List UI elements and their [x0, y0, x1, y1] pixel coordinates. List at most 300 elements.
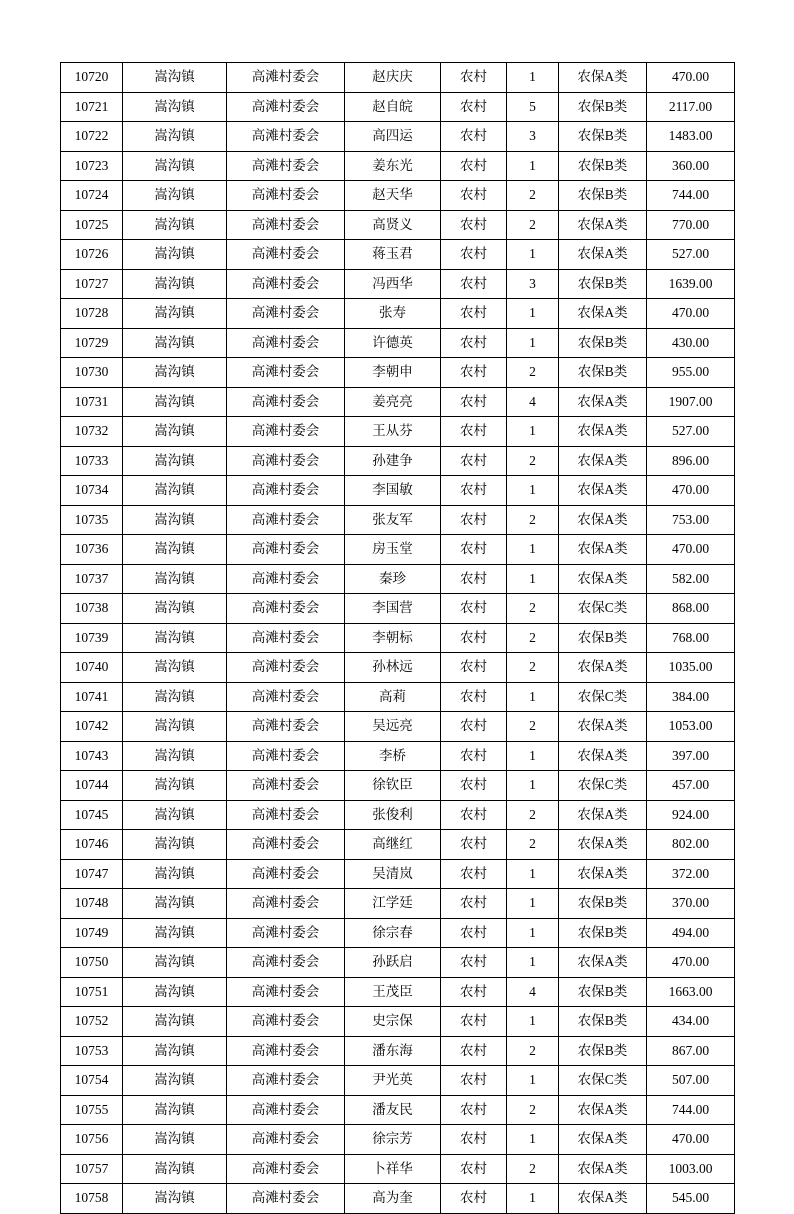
table-cell-town: 嵩沟镇: [123, 564, 227, 594]
table-cell-amount: 955.00: [647, 358, 735, 388]
table-cell-type: 农村: [441, 1007, 507, 1037]
table-cell-village: 高滩村委会: [227, 771, 345, 801]
table-cell-amount: 372.00: [647, 859, 735, 889]
table-cell-category: 农保C类: [559, 771, 647, 801]
table-cell-category: 农保A类: [559, 830, 647, 860]
table-cell-name: 孙跃启: [345, 948, 441, 978]
table-cell-id: 10750: [61, 948, 123, 978]
table-cell-village: 高滩村委会: [227, 387, 345, 417]
table-cell-category: 农保B类: [559, 623, 647, 653]
table-cell-count: 2: [507, 623, 559, 653]
table-row: [61, 181, 735, 211]
table-cell-id: 10737: [61, 564, 123, 594]
table-cell-village: 高滩村委会: [227, 918, 345, 948]
table-row: [61, 889, 735, 919]
table-cell-amount: 1053.00: [647, 712, 735, 742]
table-cell-type: 农村: [441, 417, 507, 447]
table-cell-type: 农村: [441, 446, 507, 476]
table-cell-category: 农保A类: [559, 800, 647, 830]
table-cell-id: 10738: [61, 594, 123, 624]
table-cell-amount: 470.00: [647, 63, 735, 93]
table-cell-village: 高滩村委会: [227, 1125, 345, 1155]
table-cell-name: 李国营: [345, 594, 441, 624]
table-cell-town: 嵩沟镇: [123, 1154, 227, 1184]
table-cell-id: 10746: [61, 830, 123, 860]
table-cell-name: 王从芬: [345, 417, 441, 447]
table-cell-type: 农村: [441, 948, 507, 978]
table-cell-town: 嵩沟镇: [123, 889, 227, 919]
table-cell-name: 潘东海: [345, 1036, 441, 1066]
table-cell-amount: 384.00: [647, 682, 735, 712]
table-row: [61, 417, 735, 447]
table-cell-amount: 370.00: [647, 889, 735, 919]
table-cell-type: 农村: [441, 1095, 507, 1125]
table-cell-category: 农保A类: [559, 476, 647, 506]
table-cell-name: 姜东光: [345, 151, 441, 181]
table-cell-id: 10730: [61, 358, 123, 388]
table-cell-village: 高滩村委会: [227, 535, 345, 565]
table-cell-town: 嵩沟镇: [123, 122, 227, 152]
table-cell-id: 10752: [61, 1007, 123, 1037]
table-cell-type: 农村: [441, 210, 507, 240]
table-cell-town: 嵩沟镇: [123, 948, 227, 978]
table-cell-town: 嵩沟镇: [123, 1095, 227, 1125]
table-cell-amount: 470.00: [647, 1125, 735, 1155]
table-cell-village: 高滩村委会: [227, 830, 345, 860]
table-cell-count: 1: [507, 564, 559, 594]
table-cell-count: 3: [507, 269, 559, 299]
table-cell-id: 10724: [61, 181, 123, 211]
table-cell-amount: 470.00: [647, 535, 735, 565]
table-cell-name: 高为奎: [345, 1184, 441, 1214]
table-cell-id: 10753: [61, 1036, 123, 1066]
table-cell-village: 高滩村委会: [227, 1036, 345, 1066]
table-cell-category: 农保B类: [559, 358, 647, 388]
table-cell-amount: 2117.00: [647, 92, 735, 122]
table-cell-count: 1: [507, 859, 559, 889]
table-cell-type: 农村: [441, 476, 507, 506]
table-cell-id: 10735: [61, 505, 123, 535]
table-cell-type: 农村: [441, 564, 507, 594]
table-cell-name: 冯西华: [345, 269, 441, 299]
table-row: [61, 771, 735, 801]
table-cell-amount: 494.00: [647, 918, 735, 948]
table-cell-name: 许德英: [345, 328, 441, 358]
table-cell-id: 10727: [61, 269, 123, 299]
table-cell-name: 孙建争: [345, 446, 441, 476]
table-cell-category: 农保A类: [559, 712, 647, 742]
table-cell-name: 张友军: [345, 505, 441, 535]
table-row: [61, 653, 735, 683]
table-cell-name: 房玉堂: [345, 535, 441, 565]
table-row: [61, 299, 735, 329]
table-cell-village: 高滩村委会: [227, 1154, 345, 1184]
table-row: [61, 859, 735, 889]
table-cell-type: 农村: [441, 328, 507, 358]
table-row: [61, 1184, 735, 1214]
table-cell-id: 10748: [61, 889, 123, 919]
table-cell-category: 农保B类: [559, 92, 647, 122]
table-row: [61, 1095, 735, 1125]
table-cell-category: 农保A类: [559, 387, 647, 417]
table-cell-count: 2: [507, 446, 559, 476]
table-cell-id: 10756: [61, 1125, 123, 1155]
table-cell-count: 2: [507, 594, 559, 624]
table-cell-town: 嵩沟镇: [123, 771, 227, 801]
table-cell-count: 1: [507, 1184, 559, 1214]
table-cell-name: 李朝申: [345, 358, 441, 388]
table-cell-category: 农保A类: [559, 63, 647, 93]
table-cell-amount: 770.00: [647, 210, 735, 240]
table-cell-category: 农保A类: [559, 299, 647, 329]
table-cell-type: 农村: [441, 623, 507, 653]
table-cell-name: 李桥: [345, 741, 441, 771]
table-cell-category: 农保A类: [559, 741, 647, 771]
table-cell-category: 农保A类: [559, 653, 647, 683]
table-cell-town: 嵩沟镇: [123, 800, 227, 830]
table-cell-village: 高滩村委会: [227, 446, 345, 476]
table-cell-village: 高滩村委会: [227, 269, 345, 299]
table-cell-town: 嵩沟镇: [123, 1036, 227, 1066]
table-cell-count: 2: [507, 830, 559, 860]
table-cell-id: 10743: [61, 741, 123, 771]
table-cell-type: 农村: [441, 1184, 507, 1214]
table-row: [61, 269, 735, 299]
table-cell-town: 嵩沟镇: [123, 240, 227, 270]
table-cell-town: 嵩沟镇: [123, 387, 227, 417]
table-cell-count: 5: [507, 92, 559, 122]
table-cell-amount: 434.00: [647, 1007, 735, 1037]
table-cell-village: 高滩村委会: [227, 417, 345, 447]
table-row: [61, 712, 735, 742]
table-row: [61, 564, 735, 594]
table-cell-town: 嵩沟镇: [123, 653, 227, 683]
table-cell-category: 农保A类: [559, 535, 647, 565]
table-cell-type: 农村: [441, 830, 507, 860]
table-cell-village: 高滩村委会: [227, 948, 345, 978]
table-cell-town: 嵩沟镇: [123, 830, 227, 860]
table-cell-name: 赵庆庆: [345, 63, 441, 93]
table-cell-type: 农村: [441, 1036, 507, 1066]
roster-table: [60, 62, 735, 1214]
table-cell-category: 农保B类: [559, 328, 647, 358]
table-cell-name: 尹光英: [345, 1066, 441, 1096]
table-cell-type: 农村: [441, 299, 507, 329]
table-cell-id: 10744: [61, 771, 123, 801]
table-row: [61, 948, 735, 978]
table-cell-count: 1: [507, 741, 559, 771]
table-cell-type: 农村: [441, 977, 507, 1007]
table-cell-town: 嵩沟镇: [123, 328, 227, 358]
table-cell-town: 嵩沟镇: [123, 181, 227, 211]
table-cell-type: 农村: [441, 653, 507, 683]
table-cell-town: 嵩沟镇: [123, 682, 227, 712]
table-cell-village: 高滩村委会: [227, 889, 345, 919]
table-row: [61, 446, 735, 476]
table-cell-id: 10733: [61, 446, 123, 476]
table-cell-id: 10732: [61, 417, 123, 447]
table-cell-town: 嵩沟镇: [123, 92, 227, 122]
table-cell-village: 高滩村委会: [227, 653, 345, 683]
table-cell-type: 农村: [441, 771, 507, 801]
table-cell-category: 农保B类: [559, 122, 647, 152]
table-cell-count: 4: [507, 977, 559, 1007]
table-cell-amount: 527.00: [647, 240, 735, 270]
table-cell-id: 10720: [61, 63, 123, 93]
table-cell-type: 农村: [441, 594, 507, 624]
table-cell-town: 嵩沟镇: [123, 358, 227, 388]
table-cell-count: 1: [507, 771, 559, 801]
table-cell-amount: 744.00: [647, 181, 735, 211]
table-cell-town: 嵩沟镇: [123, 623, 227, 653]
table-cell-id: 10745: [61, 800, 123, 830]
table-cell-name: 李朝标: [345, 623, 441, 653]
table-row: [61, 358, 735, 388]
table-cell-village: 高滩村委会: [227, 328, 345, 358]
table-row: [61, 476, 735, 506]
table-cell-town: 嵩沟镇: [123, 417, 227, 447]
table-row: [61, 505, 735, 535]
table-cell-town: 嵩沟镇: [123, 505, 227, 535]
table-cell-town: 嵩沟镇: [123, 1066, 227, 1096]
table-cell-village: 高滩村委会: [227, 505, 345, 535]
table-cell-type: 农村: [441, 535, 507, 565]
table-cell-amount: 545.00: [647, 1184, 735, 1214]
table-row: [61, 594, 735, 624]
table-cell-count: 1: [507, 889, 559, 919]
table-cell-name: 潘友民: [345, 1095, 441, 1125]
table-row: [61, 151, 735, 181]
table-row: [61, 977, 735, 1007]
table-cell-town: 嵩沟镇: [123, 977, 227, 1007]
table-row: [61, 328, 735, 358]
table-cell-count: 1: [507, 1007, 559, 1037]
table-cell-amount: 753.00: [647, 505, 735, 535]
table-cell-town: 嵩沟镇: [123, 210, 227, 240]
table-cell-village: 高滩村委会: [227, 151, 345, 181]
table-cell-town: 嵩沟镇: [123, 741, 227, 771]
roster-table-body: [61, 63, 735, 1214]
table-cell-count: 1: [507, 328, 559, 358]
table-cell-id: 10725: [61, 210, 123, 240]
table-cell-town: 嵩沟镇: [123, 446, 227, 476]
table-cell-name: 高莉: [345, 682, 441, 712]
table-cell-name: 李国敏: [345, 476, 441, 506]
table-cell-type: 农村: [441, 859, 507, 889]
table-cell-amount: 430.00: [647, 328, 735, 358]
table-cell-type: 农村: [441, 918, 507, 948]
table-cell-amount: 1663.00: [647, 977, 735, 1007]
table-row: [61, 122, 735, 152]
table-cell-type: 农村: [441, 387, 507, 417]
table-cell-amount: 924.00: [647, 800, 735, 830]
table-cell-type: 农村: [441, 1154, 507, 1184]
table-cell-village: 高滩村委会: [227, 682, 345, 712]
table-cell-id: 10758: [61, 1184, 123, 1214]
table-cell-name: 高四运: [345, 122, 441, 152]
table-cell-count: 2: [507, 1036, 559, 1066]
table-cell-count: 1: [507, 240, 559, 270]
table-cell-amount: 582.00: [647, 564, 735, 594]
table-cell-amount: 802.00: [647, 830, 735, 860]
table-cell-amount: 470.00: [647, 476, 735, 506]
table-cell-town: 嵩沟镇: [123, 712, 227, 742]
table-cell-village: 高滩村委会: [227, 712, 345, 742]
table-cell-name: 蒋玉君: [345, 240, 441, 270]
table-cell-id: 10751: [61, 977, 123, 1007]
table-cell-id: 10742: [61, 712, 123, 742]
table-cell-name: 江学廷: [345, 889, 441, 919]
table-cell-id: 10747: [61, 859, 123, 889]
table-cell-type: 农村: [441, 269, 507, 299]
table-cell-type: 农村: [441, 800, 507, 830]
table-cell-id: 10722: [61, 122, 123, 152]
table-cell-type: 农村: [441, 741, 507, 771]
table-cell-town: 嵩沟镇: [123, 859, 227, 889]
table-cell-amount: 868.00: [647, 594, 735, 624]
table-cell-category: 农保B类: [559, 918, 647, 948]
table-cell-count: 3: [507, 122, 559, 152]
table-cell-name: 姜亮亮: [345, 387, 441, 417]
table-row: [61, 63, 735, 93]
table-cell-town: 嵩沟镇: [123, 594, 227, 624]
table-row: [61, 92, 735, 122]
table-row: [61, 918, 735, 948]
table-cell-category: 农保A类: [559, 1184, 647, 1214]
table-cell-count: 1: [507, 151, 559, 181]
table-cell-amount: 1907.00: [647, 387, 735, 417]
table-cell-id: 10757: [61, 1154, 123, 1184]
table-cell-type: 农村: [441, 240, 507, 270]
table-row: [61, 1007, 735, 1037]
table-row: [61, 623, 735, 653]
table-cell-amount: 507.00: [647, 1066, 735, 1096]
table-cell-count: 1: [507, 63, 559, 93]
table-cell-town: 嵩沟镇: [123, 299, 227, 329]
table-cell-type: 农村: [441, 712, 507, 742]
table-cell-category: 农保A类: [559, 505, 647, 535]
table-cell-category: 农保A类: [559, 948, 647, 978]
table-row: [61, 1125, 735, 1155]
table-cell-count: 1: [507, 299, 559, 329]
table-cell-village: 高滩村委会: [227, 623, 345, 653]
table-cell-category: 农保B类: [559, 1007, 647, 1037]
table-cell-name: 张俊利: [345, 800, 441, 830]
table-cell-category: 农保C类: [559, 1066, 647, 1096]
table-cell-category: 农保A类: [559, 417, 647, 447]
table-cell-name: 赵自皖: [345, 92, 441, 122]
table-cell-name: 吴清岚: [345, 859, 441, 889]
table-cell-village: 高滩村委会: [227, 859, 345, 889]
table-row: [61, 210, 735, 240]
table-cell-name: 徐钦臣: [345, 771, 441, 801]
table-cell-count: 2: [507, 1095, 559, 1125]
table-cell-type: 农村: [441, 358, 507, 388]
table-cell-name: 王茂臣: [345, 977, 441, 1007]
table-cell-village: 高滩村委会: [227, 210, 345, 240]
table-cell-count: 2: [507, 181, 559, 211]
table-cell-name: 赵天华: [345, 181, 441, 211]
table-cell-count: 1: [507, 417, 559, 447]
table-cell-category: 农保A类: [559, 240, 647, 270]
table-cell-count: 2: [507, 653, 559, 683]
table-cell-category: 农保A类: [559, 1125, 647, 1155]
table-cell-id: 10721: [61, 92, 123, 122]
table-cell-category: 农保B类: [559, 977, 647, 1007]
table-cell-count: 1: [507, 682, 559, 712]
table-cell-village: 高滩村委会: [227, 977, 345, 1007]
table-cell-type: 农村: [441, 1066, 507, 1096]
table-cell-count: 4: [507, 387, 559, 417]
table-cell-id: 10729: [61, 328, 123, 358]
table-cell-name: 高贤义: [345, 210, 441, 240]
table-cell-count: 2: [507, 210, 559, 240]
table-cell-category: 农保B类: [559, 151, 647, 181]
table-cell-amount: 397.00: [647, 741, 735, 771]
table-cell-id: 10755: [61, 1095, 123, 1125]
table-cell-count: 1: [507, 918, 559, 948]
table-cell-name: 徐宗春: [345, 918, 441, 948]
table-cell-town: 嵩沟镇: [123, 535, 227, 565]
table-cell-name: 徐宗芳: [345, 1125, 441, 1155]
table-cell-count: 2: [507, 358, 559, 388]
table-cell-village: 高滩村委会: [227, 800, 345, 830]
table-cell-type: 农村: [441, 889, 507, 919]
table-cell-village: 高滩村委会: [227, 594, 345, 624]
table-cell-amount: 1003.00: [647, 1154, 735, 1184]
table-cell-town: 嵩沟镇: [123, 1007, 227, 1037]
table-cell-type: 农村: [441, 1125, 507, 1155]
table-cell-category: 农保C类: [559, 594, 647, 624]
table-cell-id: 10741: [61, 682, 123, 712]
table-cell-id: 10740: [61, 653, 123, 683]
table-cell-amount: 527.00: [647, 417, 735, 447]
table-cell-count: 1: [507, 1066, 559, 1096]
table-cell-id: 10726: [61, 240, 123, 270]
table-cell-village: 高滩村委会: [227, 63, 345, 93]
table-cell-count: 1: [507, 476, 559, 506]
table-cell-type: 农村: [441, 682, 507, 712]
table-cell-id: 10731: [61, 387, 123, 417]
table-cell-id: 10749: [61, 918, 123, 948]
table-cell-id: 10723: [61, 151, 123, 181]
table-cell-town: 嵩沟镇: [123, 476, 227, 506]
table-cell-category: 农保A类: [559, 1095, 647, 1125]
table-cell-town: 嵩沟镇: [123, 269, 227, 299]
table-cell-category: 农保B类: [559, 889, 647, 919]
table-cell-name: 孙林远: [345, 653, 441, 683]
table-cell-village: 高滩村委会: [227, 1184, 345, 1214]
table-cell-amount: 470.00: [647, 948, 735, 978]
table-cell-village: 高滩村委会: [227, 1007, 345, 1037]
table-row: [61, 387, 735, 417]
table-cell-village: 高滩村委会: [227, 1095, 345, 1125]
table-cell-id: 10739: [61, 623, 123, 653]
table-cell-town: 嵩沟镇: [123, 1125, 227, 1155]
table-cell-count: 1: [507, 1125, 559, 1155]
table-row: [61, 741, 735, 771]
table-cell-amount: 470.00: [647, 299, 735, 329]
table-cell-type: 农村: [441, 92, 507, 122]
table-cell-count: 2: [507, 505, 559, 535]
table-cell-town: 嵩沟镇: [123, 151, 227, 181]
table-cell-amount: 867.00: [647, 1036, 735, 1066]
table-cell-name: 秦珍: [345, 564, 441, 594]
table-row: [61, 682, 735, 712]
table-cell-category: 农保B类: [559, 269, 647, 299]
table-row: [61, 830, 735, 860]
table-cell-id: 10736: [61, 535, 123, 565]
